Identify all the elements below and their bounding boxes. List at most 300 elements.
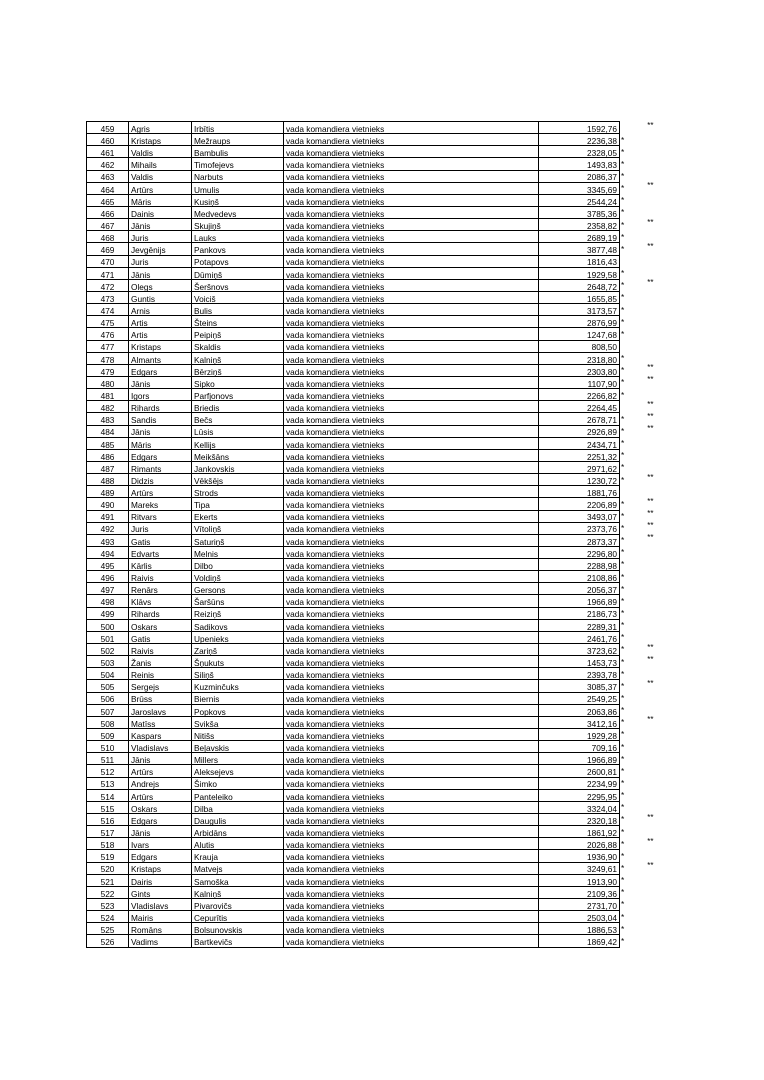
first-name-cell: Igors (129, 389, 192, 401)
single-asterisk-mark: * (621, 450, 625, 461)
single-asterisk-mark: * (621, 778, 625, 789)
amount-cell: 2264,45 (539, 401, 620, 413)
single-asterisk-mark: * (621, 268, 625, 279)
position-cell: vada komandiera vietnieks (284, 741, 539, 753)
single-asterisk-mark: * (621, 571, 625, 582)
row-number-cell: 486 (87, 449, 129, 461)
position-cell: vada komandiera vietnieks (284, 789, 539, 801)
first-name-cell: Raivis (129, 644, 192, 656)
single-asterisk-mark: * (621, 183, 625, 194)
single-asterisk-mark: * (621, 802, 625, 813)
amount-cell: 2320,18 (539, 814, 620, 826)
table-row (87, 510, 654, 522)
double-asterisk-mark (628, 741, 654, 753)
position-cell: vada komandiera vietnieks (284, 850, 539, 862)
double-asterisk-mark (628, 911, 654, 923)
amount-cell: 2544,24 (539, 194, 620, 206)
table-row (87, 291, 654, 303)
single-asterisk-mark: * (621, 632, 625, 643)
table-row (87, 838, 654, 850)
first-name-cell: Oskars (129, 619, 192, 631)
position-cell: vada komandiera vietnieks (284, 923, 539, 935)
last-name-cell: Bartkevičs (192, 935, 284, 947)
single-asterisk-mark: * (621, 219, 625, 230)
single-asterisk-mark: * (621, 620, 625, 631)
position-cell: vada komandiera vietnieks (284, 486, 539, 498)
first-name-cell: Jānis (129, 826, 192, 838)
row-number-cell: 488 (87, 474, 129, 486)
double-asterisk-mark: ** (647, 399, 654, 409)
row-number-cell: 501 (87, 631, 129, 643)
first-name-cell: Juris (129, 522, 192, 534)
position-cell: vada komandiera vietnieks (284, 146, 539, 158)
amount-cell: 2873,37 (539, 534, 620, 546)
table-row (87, 814, 654, 826)
amount-cell: 2461,76 (539, 631, 620, 643)
amount-cell: 1247,68 (539, 328, 620, 340)
table-row (87, 316, 654, 328)
single-asterisk-mark: * (621, 668, 625, 679)
position-cell: vada komandiera vietnieks (284, 826, 539, 838)
table-row (87, 668, 654, 680)
table-row (87, 546, 654, 558)
last-name-cell: Panteleiko (192, 789, 284, 801)
last-name-cell: Kuzminčuks (192, 680, 284, 692)
amount-cell: 2318,80 (539, 352, 620, 364)
first-name-cell: Valdis (129, 146, 192, 158)
table-row (87, 777, 654, 789)
single-asterisk-mark (620, 340, 628, 352)
single-asterisk-mark: * (621, 863, 625, 873)
last-name-cell: Šimko (192, 777, 284, 789)
table-row (87, 631, 654, 643)
amount-cell: 1869,42 (539, 935, 620, 947)
last-name-cell: Nitišs (192, 729, 284, 741)
amount-cell: 3324,04 (539, 801, 620, 813)
amount-cell: 2689,19 (539, 231, 620, 243)
double-asterisk-mark (628, 255, 654, 267)
table-row (87, 644, 654, 656)
double-asterisk-mark (628, 826, 654, 838)
table-row (87, 413, 654, 425)
double-asterisk-mark: ** (647, 496, 654, 506)
last-name-cell: Arbidāns (192, 826, 284, 838)
row-number-cell: 460 (87, 134, 129, 146)
last-name-cell: Šaršūns (192, 595, 284, 607)
single-asterisk-mark: * (621, 316, 625, 327)
position-cell: vada komandiera vietnieks (284, 534, 539, 546)
double-asterisk-mark (628, 692, 654, 704)
first-name-cell: Jaroslavs (129, 704, 192, 716)
double-asterisk-mark (628, 158, 654, 170)
table-row (87, 595, 654, 607)
amount-cell: 1886,53 (539, 923, 620, 935)
double-asterisk-mark: ** (647, 363, 654, 373)
row-number-cell: 474 (87, 304, 129, 316)
table-row (87, 170, 654, 182)
double-asterisk-mark: ** (647, 861, 654, 871)
row-number-cell: 485 (87, 437, 129, 449)
row-number-cell: 463 (87, 170, 129, 182)
position-cell: vada komandiera vietnieks (284, 267, 539, 279)
amount-cell: 2266,82 (539, 389, 620, 401)
single-asterisk-mark: * (621, 826, 625, 837)
amount-cell: 2358,82 (539, 219, 620, 231)
position-cell: vada komandiera vietnieks (284, 716, 539, 728)
last-name-cell: Biernis (192, 692, 284, 704)
first-name-cell: Renārs (129, 583, 192, 595)
row-number-cell: 521 (87, 874, 129, 886)
last-name-cell: Kusiņš (192, 194, 284, 206)
double-asterisk-mark (628, 449, 654, 461)
table-row (87, 474, 654, 486)
table-row (87, 267, 654, 279)
first-name-cell: Didzis (129, 474, 192, 486)
first-name-cell: Māris (129, 437, 192, 449)
row-number-cell: 470 (87, 255, 129, 267)
row-number-cell: 484 (87, 425, 129, 437)
last-name-cell: Skujiņš (192, 219, 284, 231)
amount-cell: 1861,92 (539, 826, 620, 838)
table-row (87, 534, 654, 546)
first-name-cell: Sergejs (129, 680, 192, 692)
double-asterisk-mark (628, 571, 654, 583)
last-name-cell: Narbuts (192, 170, 284, 182)
single-asterisk-mark: * (621, 510, 625, 521)
single-asterisk-mark (620, 255, 628, 267)
last-name-cell: Timofejevs (192, 158, 284, 170)
amount-cell: 2186,73 (539, 607, 620, 619)
first-name-cell: Artis (129, 328, 192, 340)
last-name-cell: Lūsis (192, 425, 284, 437)
last-name-cell: Beļavskis (192, 741, 284, 753)
amount-cell: 2648,72 (539, 279, 620, 291)
position-cell: vada komandiera vietnieks (284, 753, 539, 765)
single-asterisk-mark: * (621, 498, 625, 509)
position-cell: vada komandiera vietnieks (284, 158, 539, 170)
position-cell: vada komandiera vietnieks (284, 437, 539, 449)
position-cell: vada komandiera vietnieks (284, 474, 539, 486)
row-number-cell: 519 (87, 850, 129, 862)
single-asterisk-mark: * (621, 389, 625, 400)
table-row (87, 583, 654, 595)
position-cell: vada komandiera vietnieks (284, 801, 539, 813)
first-name-cell: Gints (129, 886, 192, 898)
position-cell: vada komandiera vietnieks (284, 522, 539, 534)
row-number-cell: 522 (87, 886, 129, 898)
table-row (87, 206, 654, 218)
amount-cell: 2296,80 (539, 546, 620, 558)
single-asterisk-mark: * (621, 705, 625, 716)
row-number-cell: 525 (87, 923, 129, 935)
position-cell: vada komandiera vietnieks (284, 425, 539, 437)
amount-cell: 3785,36 (539, 206, 620, 218)
last-name-cell: Sadikovs (192, 619, 284, 631)
single-asterisk-mark: * (621, 753, 625, 764)
last-name-cell: Umulis (192, 182, 284, 194)
amount-cell: 1929,58 (539, 267, 620, 279)
amount-cell: 3493,07 (539, 510, 620, 522)
row-number-cell: 487 (87, 461, 129, 473)
row-number-cell: 515 (87, 801, 129, 813)
first-name-cell: Jānis (129, 219, 192, 231)
double-asterisk-mark (628, 146, 654, 158)
amount-cell: 1966,89 (539, 753, 620, 765)
table-row (87, 146, 654, 158)
single-asterisk-mark: * (621, 741, 625, 752)
table-row (87, 389, 654, 401)
single-asterisk-mark: * (621, 425, 625, 436)
last-name-cell: Voiciš (192, 291, 284, 303)
first-name-cell: Mihails (129, 158, 192, 170)
last-name-cell: Popkovs (192, 704, 284, 716)
last-name-cell: Gersons (192, 583, 284, 595)
row-number-cell: 498 (87, 595, 129, 607)
first-name-cell: Vladislavs (129, 741, 192, 753)
row-number-cell: 468 (87, 231, 129, 243)
table-row (87, 571, 654, 583)
single-asterisk-mark: * (621, 170, 625, 181)
position-cell: vada komandiera vietnieks (284, 401, 539, 413)
amount-cell: 3345,69 (539, 182, 620, 194)
first-name-cell: Kristaps (129, 862, 192, 874)
row-number-cell: 505 (87, 680, 129, 692)
position-cell: vada komandiera vietnieks (284, 328, 539, 340)
first-name-cell: Klāvs (129, 595, 192, 607)
row-number-cell: 511 (87, 753, 129, 765)
amount-cell: 1966,89 (539, 595, 620, 607)
single-asterisk-mark: * (621, 158, 625, 169)
last-name-cell: Reiziņš (192, 607, 284, 619)
row-number-cell: 473 (87, 291, 129, 303)
table-row (87, 219, 654, 231)
double-asterisk-mark (628, 304, 654, 316)
first-name-cell: Kristaps (129, 134, 192, 146)
row-number-cell: 502 (87, 644, 129, 656)
double-asterisk-mark (628, 935, 654, 947)
double-asterisk-mark: ** (647, 715, 654, 725)
position-cell: vada komandiera vietnieks (284, 595, 539, 607)
position-cell: vada komandiera vietnieks (284, 935, 539, 947)
row-number-cell: 499 (87, 607, 129, 619)
single-asterisk-mark: * (621, 377, 625, 388)
position-cell: vada komandiera vietnieks (284, 631, 539, 643)
first-name-cell: Brūss (129, 692, 192, 704)
table-row (87, 279, 654, 291)
double-asterisk-mark (628, 134, 654, 146)
last-name-cell: Siliņš (192, 668, 284, 680)
table-row (87, 134, 654, 146)
first-name-cell: Sandis (129, 413, 192, 425)
position-cell: vada komandiera vietnieks (284, 231, 539, 243)
table-row (87, 559, 654, 571)
double-asterisk-mark: ** (647, 678, 654, 688)
position-cell: vada komandiera vietnieks (284, 777, 539, 789)
last-name-cell: Sipko (192, 376, 284, 388)
first-name-cell: Rihards (129, 607, 192, 619)
single-asterisk-mark: * (621, 243, 625, 254)
position-cell: vada komandiera vietnieks (284, 559, 539, 571)
table-row (87, 704, 654, 716)
single-asterisk-mark: * (621, 535, 625, 546)
row-number-cell: 512 (87, 765, 129, 777)
single-asterisk-mark (620, 486, 628, 498)
first-name-cell: Romāns (129, 923, 192, 935)
double-asterisk-mark: ** (647, 836, 654, 846)
position-cell: vada komandiera vietnieks (284, 899, 539, 911)
last-name-cell: Melnis (192, 546, 284, 558)
table-row (87, 886, 654, 898)
last-name-cell: Bečs (192, 413, 284, 425)
amount-cell: 1929,28 (539, 729, 620, 741)
double-asterisk-mark (628, 874, 654, 886)
last-name-cell: Irbītis (192, 122, 284, 134)
single-asterisk-mark: * (621, 875, 625, 886)
position-cell: vada komandiera vietnieks (284, 243, 539, 255)
position-cell: vada komandiera vietnieks (284, 546, 539, 558)
last-name-cell: Bērziņš (192, 364, 284, 376)
single-asterisk-mark (620, 122, 628, 134)
last-name-cell: Saturiņš (192, 534, 284, 546)
position-cell: vada komandiera vietnieks (284, 182, 539, 194)
double-asterisk-mark: ** (647, 654, 654, 664)
position-cell: vada komandiera vietnieks (284, 122, 539, 134)
double-asterisk-mark (628, 801, 654, 813)
last-name-cell: Svikša (192, 716, 284, 728)
last-name-cell: Pivarovičs (192, 899, 284, 911)
table-row (87, 692, 654, 704)
position-cell: vada komandiera vietnieks (284, 607, 539, 619)
table-row (87, 437, 654, 449)
single-asterisk-mark: * (621, 146, 625, 157)
position-cell: vada komandiera vietnieks (284, 340, 539, 352)
single-asterisk-mark: * (621, 462, 625, 473)
table-row (87, 486, 654, 498)
first-name-cell: Jevgēnijs (129, 243, 192, 255)
row-number-cell: 494 (87, 546, 129, 558)
row-number-cell: 469 (87, 243, 129, 255)
single-asterisk-mark: * (621, 304, 625, 315)
row-number-cell: 514 (87, 789, 129, 801)
last-name-cell: Meikšāns (192, 449, 284, 461)
row-number-cell: 462 (87, 158, 129, 170)
double-asterisk-mark (628, 316, 654, 328)
single-asterisk-mark: * (621, 328, 625, 339)
table-row (87, 376, 654, 388)
position-cell: vada komandiera vietnieks (284, 874, 539, 886)
amount-cell: 2063,86 (539, 704, 620, 716)
position-cell: vada komandiera vietnieks (284, 498, 539, 510)
single-asterisk-mark (620, 401, 628, 413)
table-row (87, 619, 654, 631)
row-number-cell: 483 (87, 413, 129, 425)
position-cell: vada komandiera vietnieks (284, 389, 539, 401)
last-name-cell: Vītoliņš (192, 522, 284, 534)
first-name-cell: Ritvars (129, 510, 192, 522)
first-name-cell: Andrejs (129, 777, 192, 789)
double-asterisk-mark: ** (647, 120, 654, 130)
single-asterisk-mark: * (621, 595, 625, 606)
single-asterisk-mark: * (621, 693, 625, 704)
last-name-cell: Parfjonovs (192, 389, 284, 401)
row-number-cell: 479 (87, 364, 129, 376)
amount-cell: 2600,81 (539, 765, 620, 777)
position-cell: vada komandiera vietnieks (284, 814, 539, 826)
table-row (87, 401, 654, 413)
amount-cell: 2731,70 (539, 899, 620, 911)
double-asterisk-mark (628, 729, 654, 741)
last-name-cell: Šņukuts (192, 656, 284, 668)
row-number-cell: 465 (87, 194, 129, 206)
last-name-cell: Aleksejevs (192, 765, 284, 777)
last-name-cell: Krauja (192, 850, 284, 862)
first-name-cell: Dairis (129, 874, 192, 886)
last-name-cell: Briedis (192, 401, 284, 413)
first-name-cell: Ivars (129, 838, 192, 850)
position-cell: vada komandiera vietnieks (284, 680, 539, 692)
row-number-cell: 507 (87, 704, 129, 716)
amount-cell: 2236,38 (539, 134, 620, 146)
amount-cell: 2206,89 (539, 498, 620, 510)
row-number-cell: 517 (87, 826, 129, 838)
single-asterisk-mark: * (621, 559, 625, 570)
single-asterisk-mark: * (621, 838, 625, 849)
first-name-cell: Mairis (129, 911, 192, 923)
single-asterisk-mark: * (621, 292, 625, 303)
first-name-cell: Almants (129, 352, 192, 364)
row-number-cell: 472 (87, 279, 129, 291)
row-number-cell: 490 (87, 498, 129, 510)
amount-cell: 2288,98 (539, 559, 620, 571)
first-name-cell: Edgars (129, 449, 192, 461)
last-name-cell: Cepurītis (192, 911, 284, 923)
position-cell: vada komandiera vietnieks (284, 134, 539, 146)
double-asterisk-mark (628, 206, 654, 218)
last-name-cell: Kalniņš (192, 886, 284, 898)
amount-cell: 2926,89 (539, 425, 620, 437)
single-asterisk-mark: * (621, 717, 625, 728)
single-asterisk-mark: * (621, 547, 625, 558)
last-name-cell: Dūmiņš (192, 267, 284, 279)
double-asterisk-mark (628, 753, 654, 765)
table-row (87, 158, 654, 170)
double-asterisk-mark (628, 595, 654, 607)
last-name-cell: Dilba (192, 801, 284, 813)
double-asterisk-mark (628, 583, 654, 595)
amount-cell: 2971,62 (539, 461, 620, 473)
double-asterisk-mark (628, 194, 654, 206)
row-number-cell: 461 (87, 146, 129, 158)
row-number-cell: 503 (87, 656, 129, 668)
row-number-cell: 504 (87, 668, 129, 680)
table-row (87, 874, 654, 886)
position-cell: vada komandiera vietnieks (284, 352, 539, 364)
row-number-cell: 510 (87, 741, 129, 753)
last-name-cell: Jankovskis (192, 461, 284, 473)
first-name-cell: Artūrs (129, 765, 192, 777)
single-asterisk-mark: * (621, 474, 625, 485)
position-cell: vada komandiera vietnieks (284, 291, 539, 303)
table-row (87, 449, 654, 461)
amount-cell: 1230,72 (539, 474, 620, 486)
first-name-cell: Rihards (129, 401, 192, 413)
table-row (87, 425, 654, 437)
single-asterisk-mark: * (621, 438, 625, 449)
single-asterisk-mark: * (621, 765, 625, 776)
table-row (87, 182, 654, 194)
row-number-cell: 478 (87, 352, 129, 364)
amount-cell: 2328,05 (539, 146, 620, 158)
